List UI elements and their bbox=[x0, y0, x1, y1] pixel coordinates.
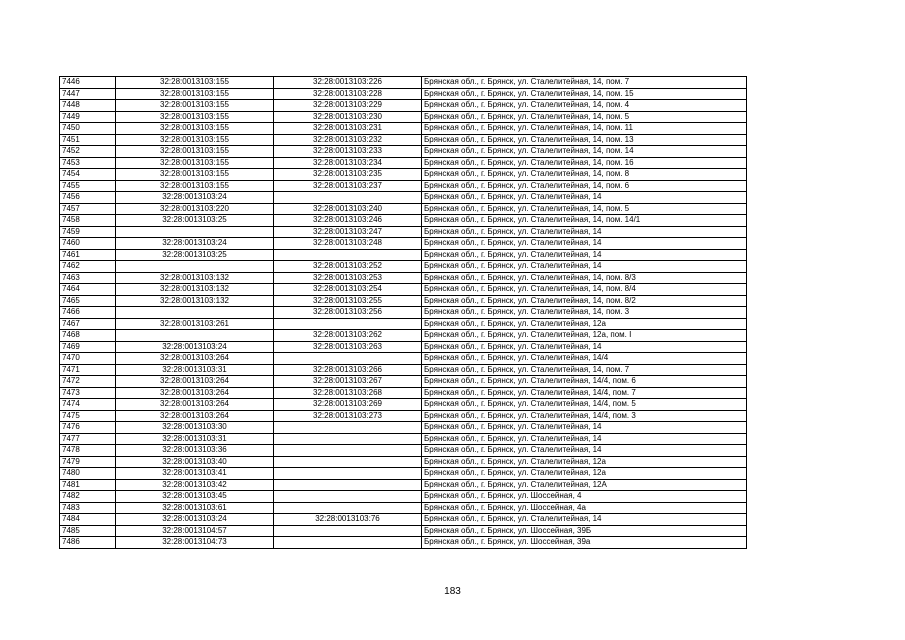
table-row bbox=[60, 238, 747, 250]
address-cell: Брянская обл., г. Брянск, ул. Сталелитейная, 14, пом. 16 bbox=[422, 157, 747, 169]
address-cell: Брянская обл., г. Брянск, ул. Сталелитейная, 14 bbox=[422, 514, 747, 526]
address-cell: Брянская обл., г. Брянск, ул. Сталелитейная, 14, пом. 8 bbox=[422, 169, 747, 181]
address-cell: Брянская обл., г. Брянск, ул. Сталелитейная, 14/4, пом. 6 bbox=[422, 376, 747, 388]
row-number-cell: 7451 bbox=[60, 134, 116, 146]
parent-cadastral-number-cell: 32:28:0013103:155 bbox=[116, 180, 274, 192]
table-row bbox=[60, 261, 747, 273]
parent-cadastral-number-cell: 32:28:0013103:261 bbox=[116, 318, 274, 330]
row-number-cell: 7454 bbox=[60, 169, 116, 181]
table-row bbox=[60, 146, 747, 158]
row-number-cell: 7479 bbox=[60, 456, 116, 468]
parent-cadastral-number-cell: 32:28:0013103:45 bbox=[116, 491, 274, 503]
parent-cadastral-number-cell: 32:28:0013103:155 bbox=[116, 77, 274, 89]
cadastral-number-cell bbox=[274, 468, 422, 480]
cadastral-number-cell: 32:28:0013103:254 bbox=[274, 284, 422, 296]
row-number-cell: 7468 bbox=[60, 330, 116, 342]
cadastral-number-cell bbox=[274, 249, 422, 261]
cadastral-number-cell: 32:28:0013103:269 bbox=[274, 399, 422, 411]
parent-cadastral-number-cell: 32:28:0013103:132 bbox=[116, 284, 274, 296]
cadastral-number-cell: 32:28:0013103:228 bbox=[274, 88, 422, 100]
cadastral-number-cell: 32:28:0013103:240 bbox=[274, 203, 422, 215]
address-cell: Брянская обл., г. Брянск, ул. Сталелитейная, 14 bbox=[422, 261, 747, 273]
table-row bbox=[60, 410, 747, 422]
cadastral-number-cell: 32:28:0013103:230 bbox=[274, 111, 422, 123]
row-number-cell: 7465 bbox=[60, 295, 116, 307]
table-row bbox=[60, 203, 747, 215]
parent-cadastral-number-cell: 32:28:0013103:24 bbox=[116, 341, 274, 353]
row-number-cell: 7477 bbox=[60, 433, 116, 445]
parent-cadastral-number-cell: 32:28:0013103:132 bbox=[116, 295, 274, 307]
parent-cadastral-number-cell: 32:28:0013103:264 bbox=[116, 353, 274, 365]
cadastral-number-cell: 32:28:0013103:248 bbox=[274, 238, 422, 250]
row-number-cell: 7485 bbox=[60, 525, 116, 537]
row-number-cell: 7475 bbox=[60, 410, 116, 422]
parent-cadastral-number-cell: 32:28:0013103:264 bbox=[116, 399, 274, 411]
cadastral-number-cell bbox=[274, 445, 422, 457]
table-row bbox=[60, 307, 747, 319]
parent-cadastral-number-cell: 32:28:0013103:155 bbox=[116, 146, 274, 158]
table-row bbox=[60, 249, 747, 261]
parent-cadastral-number-cell bbox=[116, 307, 274, 319]
cadastral-number-cell: 32:28:0013103:232 bbox=[274, 134, 422, 146]
table-row bbox=[60, 491, 747, 503]
table-row bbox=[60, 387, 747, 399]
table-row bbox=[60, 180, 747, 192]
row-number-cell: 7450 bbox=[60, 123, 116, 135]
cadastral-number-cell bbox=[274, 502, 422, 514]
cadastral-number-cell: 32:28:0013103:255 bbox=[274, 295, 422, 307]
parent-cadastral-number-cell: 32:28:0013103:155 bbox=[116, 100, 274, 112]
address-cell: Брянская обл., г. Брянск, ул. Шоссейная, 39а bbox=[422, 537, 747, 549]
address-cell: Брянская обл., г. Брянск, ул. Сталелитейная, 14, пом. 5 bbox=[422, 111, 747, 123]
parent-cadastral-number-cell: 32:28:0013103:155 bbox=[116, 169, 274, 181]
parent-cadastral-number-cell: 32:28:0013103:155 bbox=[116, 157, 274, 169]
cadastral-number-cell bbox=[274, 456, 422, 468]
parent-cadastral-number-cell: 32:28:0013103:24 bbox=[116, 238, 274, 250]
address-cell: Брянская обл., г. Брянск, ул. Сталелитейная, 14 bbox=[422, 192, 747, 204]
parent-cadastral-number-cell: 32:28:0013103:40 bbox=[116, 456, 274, 468]
row-number-cell: 7486 bbox=[60, 537, 116, 549]
parent-cadastral-number-cell: 32:28:0013103:155 bbox=[116, 88, 274, 100]
parent-cadastral-number-cell: 32:28:0013103:264 bbox=[116, 410, 274, 422]
address-cell: Брянская обл., г. Брянск, ул. Сталелитейная, 14, пом. 7 bbox=[422, 77, 747, 89]
table-row bbox=[60, 295, 747, 307]
row-number-cell: 7448 bbox=[60, 100, 116, 112]
cadastral-number-cell: 32:28:0013103:266 bbox=[274, 364, 422, 376]
cadastral-number-cell bbox=[274, 318, 422, 330]
cadastral-number-cell bbox=[274, 422, 422, 434]
row-number-cell: 7474 bbox=[60, 399, 116, 411]
cadastral-number-cell: 32:28:0013103:252 bbox=[274, 261, 422, 273]
row-number-cell: 7464 bbox=[60, 284, 116, 296]
row-number-cell: 7457 bbox=[60, 203, 116, 215]
address-cell: Брянская обл., г. Брянск, ул. Сталелитейная, 14, пом. 6 bbox=[422, 180, 747, 192]
address-cell: Брянская обл., г. Брянск, ул. Сталелитейная, 14/4 bbox=[422, 353, 747, 365]
parent-cadastral-number-cell: 32:28:0013103:25 bbox=[116, 215, 274, 227]
row-number-cell: 7472 bbox=[60, 376, 116, 388]
address-cell: Брянская обл., г. Брянск, ул. Сталелитейная, 14, пом. 11 bbox=[422, 123, 747, 135]
address-cell: Брянская обл., г. Брянск, ул. Сталелитейная, 14 bbox=[422, 238, 747, 250]
address-cell: Брянская обл., г. Брянск, ул. Сталелитейная, 14 bbox=[422, 341, 747, 353]
parent-cadastral-number-cell: 32:28:0013103:31 bbox=[116, 433, 274, 445]
cadastral-number-cell: 32:28:0013103:246 bbox=[274, 215, 422, 227]
parent-cadastral-number-cell bbox=[116, 330, 274, 342]
cadastral-number-cell: 32:28:0013103:256 bbox=[274, 307, 422, 319]
row-number-cell: 7478 bbox=[60, 445, 116, 457]
cadastral-number-cell: 32:28:0013103:268 bbox=[274, 387, 422, 399]
table-row bbox=[60, 376, 747, 388]
cadastral-number-cell bbox=[274, 479, 422, 491]
row-number-cell: 7449 bbox=[60, 111, 116, 123]
row-number-cell: 7481 bbox=[60, 479, 116, 491]
row-number-cell: 7469 bbox=[60, 341, 116, 353]
table-row bbox=[60, 445, 747, 457]
address-cell: Брянская обл., г. Брянск, ул. Сталелитейная, 14/4, пом. 3 bbox=[422, 410, 747, 422]
cadastral-number-cell: 32:28:0013103:262 bbox=[274, 330, 422, 342]
address-cell: Брянская обл., г. Брянск, ул. Шоссейная, 4а bbox=[422, 502, 747, 514]
row-number-cell: 7459 bbox=[60, 226, 116, 238]
parent-cadastral-number-cell: 32:28:0013103:31 bbox=[116, 364, 274, 376]
table-row bbox=[60, 330, 747, 342]
address-cell: Брянская обл., г. Брянск, ул. Сталелитейная, 14, пом. 8/4 bbox=[422, 284, 747, 296]
address-cell: Брянская обл., г. Брянск, ул. Сталелитейная, 14, пом. 8/2 bbox=[422, 295, 747, 307]
table-row bbox=[60, 226, 747, 238]
parent-cadastral-number-cell: 32:28:0013103:25 bbox=[116, 249, 274, 261]
parent-cadastral-number-cell: 32:28:0013103:30 bbox=[116, 422, 274, 434]
table-row bbox=[60, 456, 747, 468]
cadastral-number-cell bbox=[274, 192, 422, 204]
cadastral-number-cell: 32:28:0013103:229 bbox=[274, 100, 422, 112]
address-cell: Брянская обл., г. Брянск, ул. Сталелитейная, 14, пом. 14 bbox=[422, 146, 747, 158]
address-cell: Брянская обл., г. Брянск, ул. Сталелитейная, 14, пом. 14/1 bbox=[422, 215, 747, 227]
address-cell: Брянская обл., г. Брянск, ул. Шоссейная, 39Б bbox=[422, 525, 747, 537]
table-row bbox=[60, 192, 747, 204]
row-number-cell: 7462 bbox=[60, 261, 116, 273]
address-cell: Брянская обл., г. Брянск, ул. Сталелитейная, 14, пом. 15 bbox=[422, 88, 747, 100]
address-cell: Брянская обл., г. Брянск, ул. Шоссейная, 4 bbox=[422, 491, 747, 503]
address-cell: Брянская обл., г. Брянск, ул. Сталелитейная, 14 bbox=[422, 433, 747, 445]
row-number-cell: 7471 bbox=[60, 364, 116, 376]
table-row bbox=[60, 502, 747, 514]
registry-table-body bbox=[60, 77, 747, 549]
cadastral-number-cell: 32:28:0013103:231 bbox=[274, 123, 422, 135]
cadastral-number-cell: 32:28:0013103:247 bbox=[274, 226, 422, 238]
parent-cadastral-number-cell: 32:28:0013103:132 bbox=[116, 272, 274, 284]
cadastral-number-cell: 32:28:0013103:237 bbox=[274, 180, 422, 192]
table-row bbox=[60, 468, 747, 480]
table-row bbox=[60, 364, 747, 376]
row-number-cell: 7476 bbox=[60, 422, 116, 434]
address-cell: Брянская обл., г. Брянск, ул. Сталелитейная, 14, пом. 3 bbox=[422, 307, 747, 319]
address-cell: Брянская обл., г. Брянск, ул. Сталелитейная, 14 bbox=[422, 249, 747, 261]
row-number-cell: 7447 bbox=[60, 88, 116, 100]
parent-cadastral-number-cell: 32:28:0013103:24 bbox=[116, 192, 274, 204]
row-number-cell: 7482 bbox=[60, 491, 116, 503]
cadastral-number-cell: 32:28:0013103:273 bbox=[274, 410, 422, 422]
parent-cadastral-number-cell: 32:28:0013103:24 bbox=[116, 514, 274, 526]
cadastral-number-cell bbox=[274, 537, 422, 549]
row-number-cell: 7460 bbox=[60, 238, 116, 250]
table-row bbox=[60, 77, 747, 89]
table-row bbox=[60, 318, 747, 330]
table-row bbox=[60, 215, 747, 227]
table-row bbox=[60, 169, 747, 181]
row-number-cell: 7483 bbox=[60, 502, 116, 514]
row-number-cell: 7484 bbox=[60, 514, 116, 526]
table-row bbox=[60, 479, 747, 491]
row-number-cell: 7446 bbox=[60, 77, 116, 89]
cadastral-number-cell bbox=[274, 491, 422, 503]
address-cell: Брянская обл., г. Брянск, ул. Сталелитейная, 14, пом. 8/3 bbox=[422, 272, 747, 284]
table-row bbox=[60, 537, 747, 549]
table-row bbox=[60, 88, 747, 100]
address-cell: Брянская обл., г. Брянск, ул. Сталелитейная, 12а bbox=[422, 468, 747, 480]
address-cell: Брянская обл., г. Брянск, ул. Сталелитейная, 14, пом. 13 bbox=[422, 134, 747, 146]
table-row bbox=[60, 341, 747, 353]
address-cell: Брянская обл., г. Брянск, ул. Сталелитейная, 12а bbox=[422, 318, 747, 330]
address-cell: Брянская обл., г. Брянск, ул. Сталелитейная, 12А bbox=[422, 479, 747, 491]
cadastral-number-cell bbox=[274, 433, 422, 445]
table-row bbox=[60, 157, 747, 169]
parent-cadastral-number-cell: 32:28:0013103:155 bbox=[116, 123, 274, 135]
parent-cadastral-number-cell bbox=[116, 261, 274, 273]
parent-cadastral-number-cell: 32:28:0013103:155 bbox=[116, 134, 274, 146]
cadastral-number-cell: 32:28:0013103:253 bbox=[274, 272, 422, 284]
parent-cadastral-number-cell: 32:28:0013103:41 bbox=[116, 468, 274, 480]
table-row bbox=[60, 399, 747, 411]
table-row bbox=[60, 272, 747, 284]
cadastral-number-cell: 32:28:0013103:233 bbox=[274, 146, 422, 158]
row-number-cell: 7458 bbox=[60, 215, 116, 227]
table-row bbox=[60, 525, 747, 537]
row-number-cell: 7453 bbox=[60, 157, 116, 169]
table-row bbox=[60, 284, 747, 296]
parent-cadastral-number-cell: 32:28:0013104:57 bbox=[116, 525, 274, 537]
address-cell: Брянская обл., г. Брянск, ул. Сталелитейная, 14/4, пом. 7 bbox=[422, 387, 747, 399]
row-number-cell: 7470 bbox=[60, 353, 116, 365]
table-row bbox=[60, 100, 747, 112]
address-cell: Брянская обл., г. Брянск, ул. Сталелитейная, 12а, пом. I bbox=[422, 330, 747, 342]
row-number-cell: 7467 bbox=[60, 318, 116, 330]
table-row bbox=[60, 134, 747, 146]
parent-cadastral-number-cell: 32:28:0013104:73 bbox=[116, 537, 274, 549]
table-row bbox=[60, 514, 747, 526]
parent-cadastral-number-cell: 32:28:0013103:42 bbox=[116, 479, 274, 491]
parent-cadastral-number-cell: 32:28:0013103:220 bbox=[116, 203, 274, 215]
parent-cadastral-number-cell bbox=[116, 226, 274, 238]
address-cell: Брянская обл., г. Брянск, ул. Сталелитейная, 14 bbox=[422, 422, 747, 434]
cadastral-number-cell: 32:28:0013103:267 bbox=[274, 376, 422, 388]
cadastral-number-cell: 32:28:0013103:76 bbox=[274, 514, 422, 526]
parent-cadastral-number-cell: 32:28:0013103:61 bbox=[116, 502, 274, 514]
cadastral-number-cell bbox=[274, 525, 422, 537]
parent-cadastral-number-cell: 32:28:0013103:264 bbox=[116, 387, 274, 399]
row-number-cell: 7466 bbox=[60, 307, 116, 319]
address-cell: Брянская обл., г. Брянск, ул. Сталелитейная, 14 bbox=[422, 445, 747, 457]
row-number-cell: 7461 bbox=[60, 249, 116, 261]
row-number-cell: 7463 bbox=[60, 272, 116, 284]
address-cell: Брянская обл., г. Брянск, ул. Сталелитейная, 14 bbox=[422, 226, 747, 238]
cadastral-number-cell: 32:28:0013103:235 bbox=[274, 169, 422, 181]
table-row bbox=[60, 422, 747, 434]
address-cell: Брянская обл., г. Брянск, ул. Сталелитейная, 14, пом. 7 bbox=[422, 364, 747, 376]
cadastral-number-cell: 32:28:0013103:226 bbox=[274, 77, 422, 89]
row-number-cell: 7455 bbox=[60, 180, 116, 192]
address-cell: Брянская обл., г. Брянск, ул. Сталелитейная, 12а bbox=[422, 456, 747, 468]
row-number-cell: 7480 bbox=[60, 468, 116, 480]
table-row bbox=[60, 111, 747, 123]
address-cell: Брянская обл., г. Брянск, ул. Сталелитейная, 14/4, пом. 5 bbox=[422, 399, 747, 411]
cadastral-number-cell: 32:28:0013103:263 bbox=[274, 341, 422, 353]
page-number: 183 bbox=[444, 586, 461, 597]
parent-cadastral-number-cell: 32:28:0013103:264 bbox=[116, 376, 274, 388]
row-number-cell: 7452 bbox=[60, 146, 116, 158]
address-cell: Брянская обл., г. Брянск, ул. Сталелитейная, 14, пом. 4 bbox=[422, 100, 747, 112]
row-number-cell: 7473 bbox=[60, 387, 116, 399]
parent-cadastral-number-cell: 32:28:0013103:155 bbox=[116, 111, 274, 123]
registry-table bbox=[59, 76, 747, 549]
table-row bbox=[60, 353, 747, 365]
cadastral-number-cell: 32:28:0013103:234 bbox=[274, 157, 422, 169]
parent-cadastral-number-cell: 32:28:0013103:36 bbox=[116, 445, 274, 457]
table-row bbox=[60, 123, 747, 135]
row-number-cell: 7456 bbox=[60, 192, 116, 204]
cadastral-number-cell bbox=[274, 353, 422, 365]
address-cell: Брянская обл., г. Брянск, ул. Сталелитейная, 14, пом. 5 bbox=[422, 203, 747, 215]
table-row bbox=[60, 433, 747, 445]
